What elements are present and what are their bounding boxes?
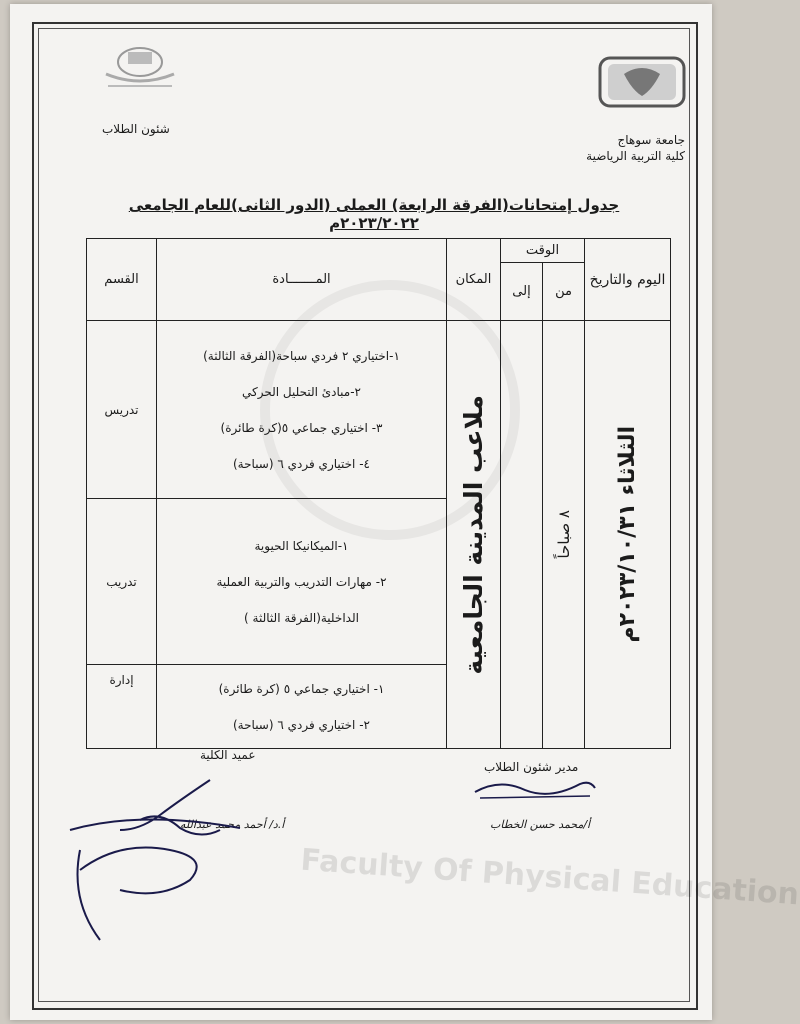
faculty-name: كلية التربية الرياضية	[586, 149, 685, 163]
day-date-value: الثلاثاء ٢٠٢٣/١٠/٣١م	[615, 426, 640, 643]
time-to-cell	[501, 321, 543, 749]
header-place: المكان	[447, 239, 501, 321]
subject-item: ١-اختياري ٢ فردي سباحة(الفرقة الثالثة)	[203, 348, 400, 363]
subject-item: ٢- اختياري فردي ٦ (سباحة)	[233, 717, 370, 732]
header-section: القسم	[87, 239, 157, 321]
manager-signature-icon	[470, 774, 600, 804]
student-affairs-label: شئون الطلاب	[102, 122, 170, 136]
section-teaching: تدريس	[87, 321, 157, 499]
university-name: جامعة سوهاج	[617, 133, 685, 147]
header-time-to: إلى	[501, 263, 543, 321]
manager-label: مدير شئون الطلاب	[484, 760, 579, 774]
exam-schedule-table	[86, 238, 671, 749]
place-value: ملاعب المدينة الجامعية	[459, 394, 488, 675]
dean-name: أ.د/ أحمد محمد عبدالله	[180, 818, 285, 831]
university-logo	[596, 54, 688, 110]
subjects-cell-training	[157, 499, 447, 665]
faculty-logo	[98, 44, 182, 94]
header-time-from: من	[543, 263, 585, 321]
time-from-cell	[543, 321, 585, 749]
header-subject: المـــــــادة	[157, 239, 447, 321]
time-from-value: ٨ صباحاً	[554, 510, 573, 559]
header-time: الوقت	[501, 239, 585, 263]
subjects-cell-management	[157, 665, 447, 749]
dean-label: عميد الكلية	[200, 748, 256, 762]
subject-item: الداخلية(الفرقة الثالثة )	[244, 610, 359, 625]
subject-item: ٤- اختياري فردي ٦ (سباحة)	[233, 456, 370, 471]
subject-item: ٢- مهارات التدريب والتربية العملية	[216, 574, 387, 589]
subject-item: ١- اختياري جماعي ٥ (كرة طائرة)	[218, 681, 385, 696]
subject-item: ٢-مبادئ التحليل الحركي	[242, 384, 361, 399]
subject-item: ٣- اختياري جماعي ٥(كرة طائرة)	[220, 420, 383, 435]
section-training: تدريب	[87, 499, 157, 665]
place-cell	[447, 321, 501, 749]
watermark-text: Faculty Of Physical Education	[299, 842, 800, 913]
page-title: جدول إمتحانات(الفرقة الرابعة) العملى (الدور الثانى)للعام الجامعى ٢٠٢٣/٢٠٢٢م	[128, 196, 620, 232]
section-management: إدارة	[87, 665, 157, 749]
university-header	[586, 132, 685, 164]
dean-signature-icon	[60, 770, 280, 950]
manager-name: أ/محمد حسن الخطاب	[490, 818, 591, 831]
day-date-cell	[585, 321, 671, 749]
subjects-cell-teaching	[157, 321, 447, 499]
header-day-date: اليوم والتاريخ	[585, 239, 671, 321]
subject-item: ١-الميكانيكا الحيوية	[254, 538, 349, 553]
